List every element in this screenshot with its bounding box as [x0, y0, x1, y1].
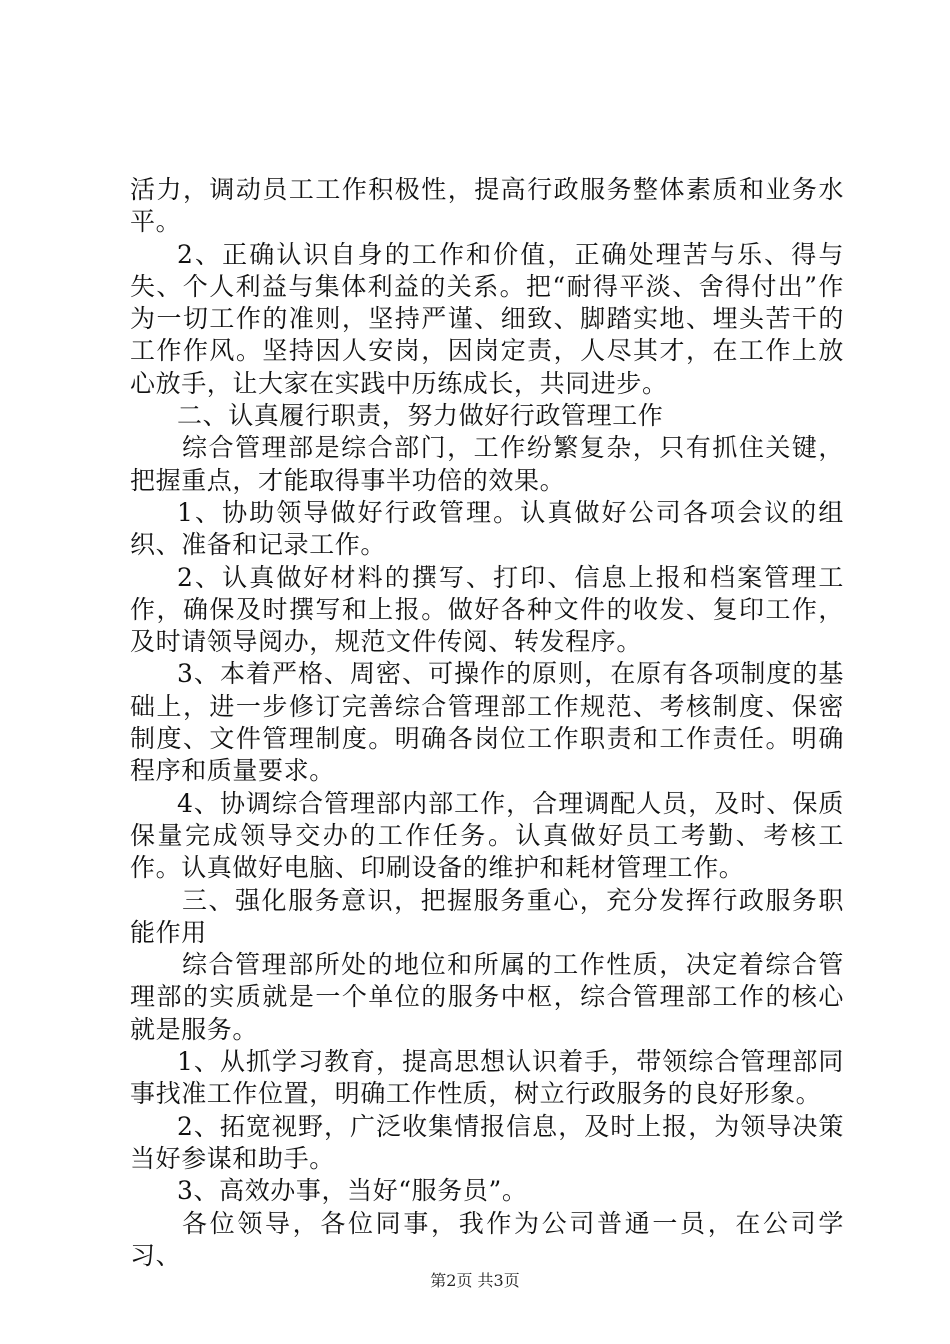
paragraph: 各位领导，各位同事，我作为公司普通一员，在公司学习、	[130, 1208, 844, 1270]
paragraph: 1、协助领导做好行政管理。认真做好公司各项会议的组织、准备和记录工作。	[130, 497, 844, 560]
paragraph: 1、从抓学习教育，提高思想认识着手，带领综合管理部同事找准工作位置，明确工作性质，树立行政服务的良好形象。	[130, 1047, 844, 1109]
paragraph: 3、本着严格、周密、可操作的原则，在原有各项制度的基础上，进一步修订完善综合管理部工作规范、考核制度、保密制度、文件管理制度。明确各岗位工作职责和工作责任。明确程序和质量要求。	[130, 659, 844, 786]
section-heading: 三、强化服务意识，把握服务重心，充分发挥行政服务职能作用	[130, 885, 844, 947]
paragraph: 综合管理部所处的地位和所属的工作性质，决定着综合管理部的实质就是一个单位的服务中枢，综合管理部工作的核心就是服务。	[130, 950, 844, 1044]
paragraph: 2、正确认识自身的工作和价值，正确处理苦与乐、得与失、个人利益与集体利益的关系。把“耐得平淡、舍得付出”作为一切工作的准则，坚持严谨、细致、脚踏实地、埋头苦干的工作作风。坚持因人安岗，因岗定责，人尽其才，在工作上放心放手，让大家在实践中历练成长，共同进步。	[130, 239, 844, 398]
page-footer	[0, 1271, 950, 1291]
paragraph: 3、高效办事，当好“服务员”。	[177, 1176, 528, 1206]
paragraph: 2、拓宽视野，广泛收集情报信息，及时上报，为领导决策当好参谋和助手。	[130, 1111, 844, 1173]
paragraph: 综合管理部是综合部门，工作纷繁复杂，只有抓住关键，把握重点，才能取得事半功倍的效果。	[130, 433, 844, 495]
page-number: 第2页 共3页	[430, 1271, 520, 1290]
paragraph: 活力，调动员工工作积极性，提高行政服务整体素质和业务水平。	[130, 175, 844, 237]
paragraph: 2、认真做好材料的撰写、打印、信息上报和档案管理工作，确保及时撰写和上报。做好各种文件的收发、复印工作，及时请领导阅办，规范文件传阅、转发程序。	[130, 562, 844, 657]
paragraph: 4、协调综合管理部内部工作，合理调配人员，及时、保质保量完成领导交办的工作任务。认真做好员工考勤、考核工作。认真做好电脑、印刷设备的维护和耗材管理工作。	[130, 788, 844, 883]
section-heading: 二、认真履行职责，努力做好行政管理工作	[177, 401, 664, 431]
document-body	[130, 174, 844, 1272]
